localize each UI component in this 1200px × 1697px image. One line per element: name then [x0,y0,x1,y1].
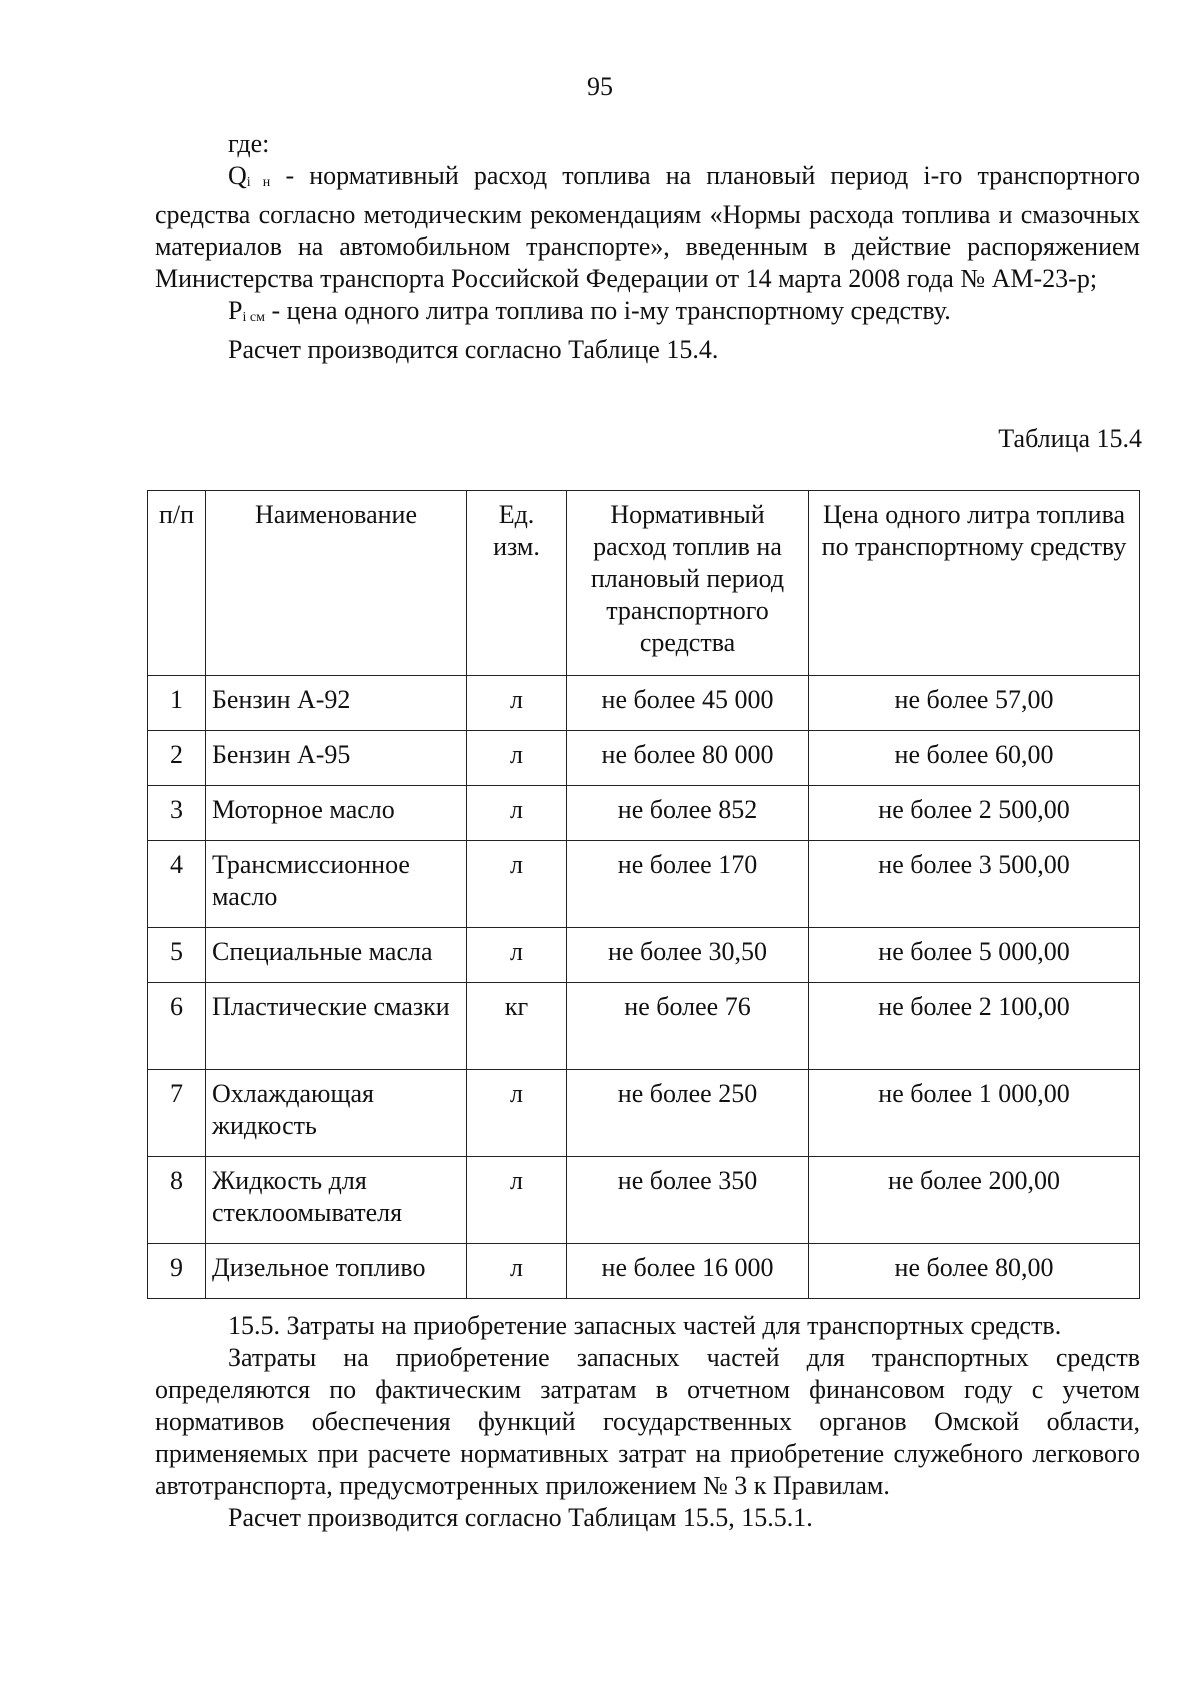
cell-norm: не более 45 000 [567,676,809,731]
cell-norm: не более 80 000 [567,731,809,786]
header-norm: Нормативный расход топлив на плановый период транспортного средства [567,491,809,676]
table-row [148,928,1140,983]
cell-norm: не более 76 [567,983,809,1070]
q-text: - нормативный расход топлива на плановый период i-го транспортного средства согласно методическим рекомендациям «Нормы расхода топлива и смазочных материалов на автомобильном транспорте», введенным в действие распоряжением Министерства транспорта Российской Федерации от 14 марта 2008 года № АМ-23-р; [155,161,1140,293]
table-row [148,1157,1140,1244]
table-row [148,1070,1140,1157]
section-15-5 [155,1310,1140,1534]
cell-num: 4 [148,841,206,928]
cell-num: 8 [148,1157,206,1244]
cell-name: Бензин А-92 [206,676,467,731]
cell-unit: л [467,786,567,841]
q-symbol: Q [228,161,247,190]
page-number: 95 [587,72,613,101]
cell-unit: л [467,1157,567,1244]
cell-num: 6 [148,983,206,1070]
cell-num: 2 [148,731,206,786]
table-row [148,731,1140,786]
cell-price: не более 57,00 [809,676,1140,731]
header-name: Наименование [206,491,467,676]
where-label: где: [228,129,270,158]
cell-price: не более 5 000,00 [809,928,1140,983]
cell-name: Пластические смазки [206,983,467,1070]
cell-num: 3 [148,786,206,841]
cell-unit: л [467,841,567,928]
cell-name: Дизельное топливо [206,1244,467,1299]
header-unit: Ед. изм. [467,491,567,676]
p-definition [155,295,1140,334]
cell-norm: не более 170 [567,841,809,928]
cell-norm: не более 250 [567,1070,809,1157]
p-symbol: P [228,296,243,325]
cell-name: Жидкость для стеклоомывателя [206,1157,467,1244]
calc-note-1: Расчет производится согласно Таблице 15.4. [228,335,719,364]
cell-unit: л [467,1070,567,1157]
fuel-table [147,490,1140,1299]
section-heading: 15.5. Затраты на приобретение запасных частей для транспортных средств. [228,1311,1062,1340]
header-num: п/п [148,491,206,676]
table-row [148,841,1140,928]
cell-name: Моторное масло [206,786,467,841]
q-definition [155,160,1140,295]
table-row [148,983,1140,1070]
p-text: - цена одного литра топлива по i-му транспортному средству. [264,296,951,325]
table-row [148,1244,1140,1299]
cell-price: не более 2 500,00 [809,786,1140,841]
table-row [148,786,1140,841]
cell-price: не более 2 100,00 [809,983,1140,1070]
cell-price: не более 80,00 [809,1244,1140,1299]
table-header-row [148,491,1140,676]
cell-num: 7 [148,1070,206,1157]
header-price: Цена одного литра топлива по транспортному средству [809,491,1140,676]
cell-unit: кг [467,983,567,1070]
table-title: Таблица 15.4 [998,424,1142,453]
cell-unit: л [467,1244,567,1299]
p-subscript: i см [242,310,265,325]
cell-name: Специальные масла [206,928,467,983]
cell-unit: л [467,731,567,786]
cell-price: не более 200,00 [809,1157,1140,1244]
cell-unit: л [467,676,567,731]
cell-num: 9 [148,1244,206,1299]
cell-norm: не более 30,50 [567,928,809,983]
q-subscript: i н [246,175,271,190]
section-body: Затраты на приобретение запасных частей для транспортных средств определяются по фактическим затратам в отчетном финансовом году с учетом нормативов обеспечения функций государственных органов Омской области, применяемых при расчете нормативных затрат на приобретение служебного легкового автотранспорта, предусмотренных приложением № 3 к Правилам. [155,1343,1140,1500]
cell-num: 5 [148,928,206,983]
cell-norm: не более 16 000 [567,1244,809,1299]
cell-name: Охлаждающая жидкость [206,1070,467,1157]
cell-name: Бензин А-95 [206,731,467,786]
cell-norm: не более 350 [567,1157,809,1244]
calc-note-2: Расчет производится согласно Таблицам 15.5, 15.5.1. [228,1503,813,1532]
cell-norm: не более 852 [567,786,809,841]
cell-name: Трансмиссионное масло [206,841,467,928]
cell-price: не более 1 000,00 [809,1070,1140,1157]
intro-block [155,128,1140,366]
cell-price: не более 60,00 [809,731,1140,786]
cell-price: не более 3 500,00 [809,841,1140,928]
cell-num: 1 [148,676,206,731]
cell-unit: л [467,928,567,983]
table-row [148,676,1140,731]
